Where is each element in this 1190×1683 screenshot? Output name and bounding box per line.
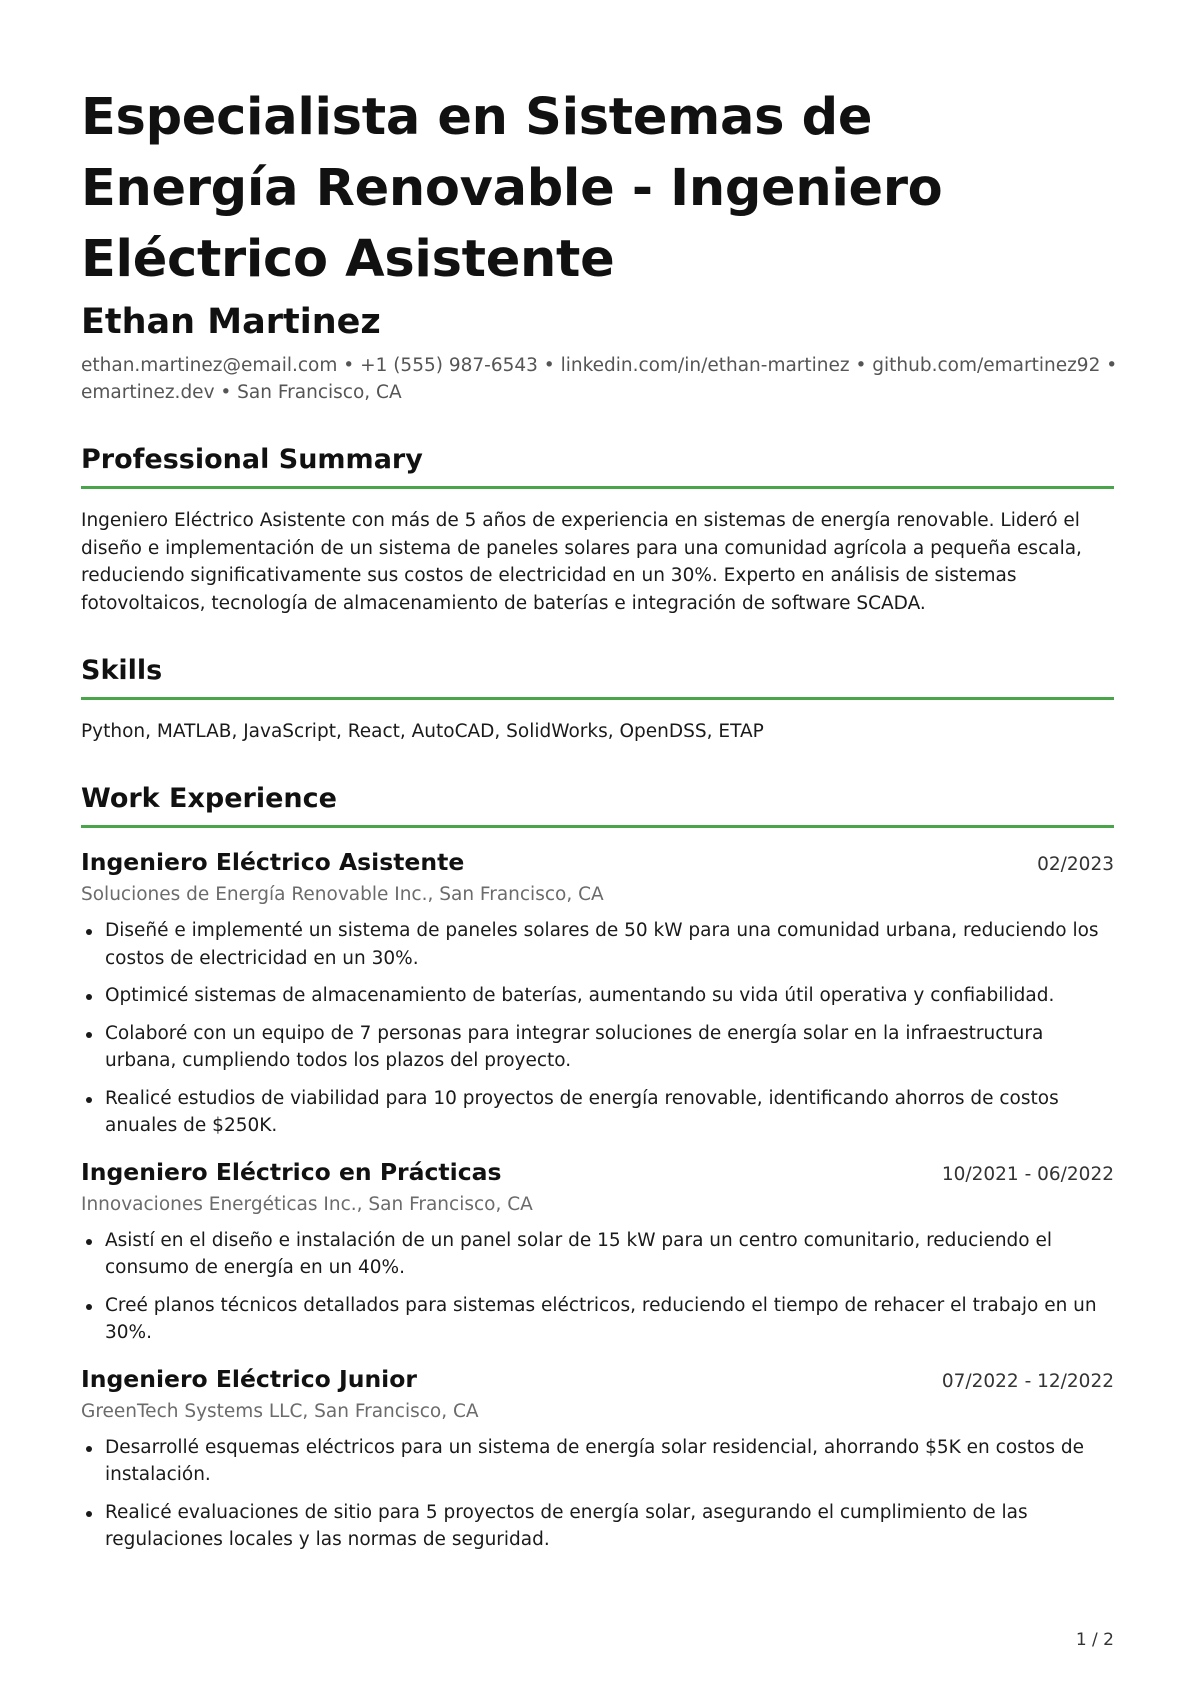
job-company: Soluciones de Energía Renovable Inc., San Francisco, CA [81, 884, 604, 905]
job-title: Ingeniero Eléctrico en Prácticas [81, 1157, 502, 1186]
job-bullet: Creé planos técnicos detallados para sistemas eléctricos, reduciendo el tiempo de rehacer el trabajo en un 30%. [81, 1292, 1114, 1347]
job-bullet: Realicé evaluaciones de sitio para 5 proyectos de energía solar, asegurando el cumplimiento de las regulaciones locales y las normas de seguridad. [81, 1499, 1114, 1554]
section-heading-skills: Skills [81, 653, 1114, 700]
skills-section [81, 653, 1114, 745]
job-title: Ingeniero Eléctrico Asistente [81, 848, 465, 876]
section-heading-summary: Professional Summary [81, 442, 1114, 489]
job-title: Ingeniero Eléctrico Junior [81, 1364, 417, 1393]
job-bullet: Realicé estudios de viabilidad para 10 proyectos de energía renovable, identificando ahorros de costos anuales de $250K. [81, 1085, 1114, 1140]
job-entry [81, 846, 1114, 1140]
job-entry [81, 1156, 1114, 1347]
summary-section [81, 442, 1114, 617]
experience-section [81, 781, 1114, 1554]
page-indicator: 1 / 2 [1075, 1630, 1114, 1650]
summary-text: Ingeniero Eléctrico Asistente con más de 5 años de experiencia en sistemas de energía renovable. Lideró el diseño e implementación de un sistema de paneles solares para una comunidad agrícola a pequeña escala, reduciendo significativamente sus costos de electricidad en un 30%. Experto en análisis de sistemas fotovoltaicos, tecnología de almacenamiento de baterías e integración de software SCADA. [81, 510, 1082, 614]
job-bullets [81, 1434, 1114, 1554]
job-bullets [81, 917, 1114, 1140]
job-bullet: Optimicé sistemas de almacenamiento de baterías, aumentando su vida útil operativa y confiabilidad. [81, 982, 1114, 1010]
contact-info: ethan.martinez@email.com • +1 (555) 987-6543 • linkedin.com/in/ethan-martinez • github.com/emartinez92 • emartinez.dev • San Francisco, CA [81, 355, 1118, 403]
job-bullets [81, 1227, 1114, 1347]
job-bullet: Colaboré con un equipo de 7 personas para integrar soluciones de energía solar en la infraestructura urbana, cumpliendo todos los plazos del proyecto. [81, 1020, 1114, 1075]
job-date: 07/2022 - 12/2022 [941, 1370, 1114, 1392]
job-company: Innovaciones Energéticas Inc., San Francisco, CA [81, 1193, 533, 1215]
job-date: 10/2021 - 06/2022 [941, 1163, 1114, 1185]
job-bullet: Asistí en el diseño e instalación de un panel solar de 15 kW para un centro comunitario, reduciendo el consumo de energía en un 40%. [81, 1227, 1114, 1282]
skills-list: Python, MATLAB, JavaScript, React, AutoCAD, SolidWorks, OpenDSS, ETAP [81, 721, 764, 742]
job-bullet: Diseñé e implementé un sistema de paneles solares de 50 kW para una comunidad urbana, reduciendo los costos de electricidad en un 30%. [81, 917, 1114, 972]
job-company: GreenTech Systems LLC, San Francisco, CA [81, 1400, 479, 1422]
document-title: Especialista en Sistemas de Energía Renovable - Ingeniero Eléctrico Asistente [81, 88, 943, 289]
job-entry [81, 1363, 1114, 1554]
job-date: 02/2023 [1037, 854, 1114, 875]
section-heading-experience: Work Experience [81, 781, 1114, 828]
job-bullet: Desarrollé esquemas eléctricos para un sistema de energía solar residencial, ahorrando $5K en costos de instalación. [81, 1434, 1114, 1489]
person-name: Ethan Martinez [81, 302, 381, 342]
